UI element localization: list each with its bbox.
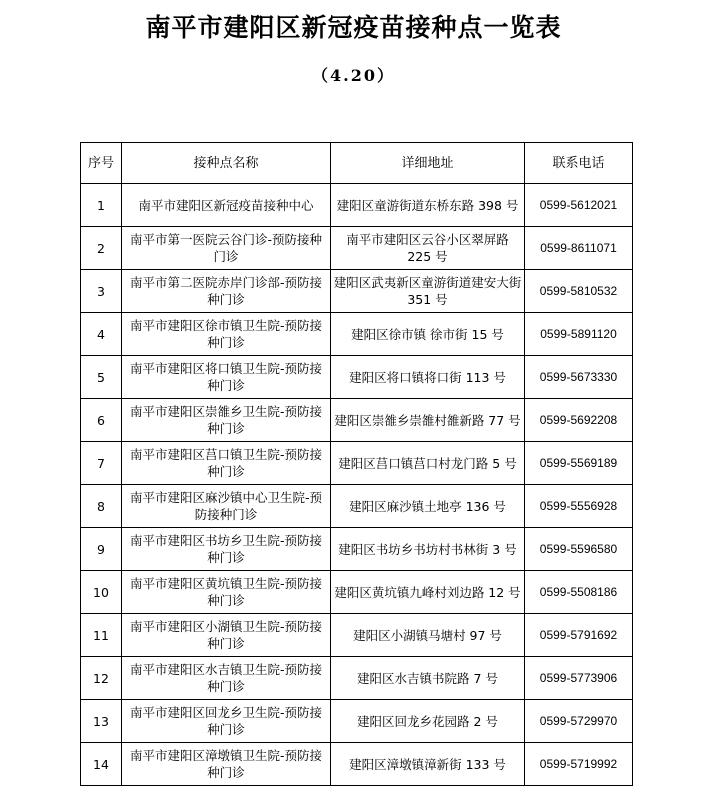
vaccination-sites-table xyxy=(80,142,633,786)
cell-site: 南平市建阳区回龙乡卫生院-预防接种门诊 xyxy=(122,700,331,743)
cell-no: 13 xyxy=(81,700,122,743)
cell-site: 南平市建阳区漳墩镇卫生院-预防接种门诊 xyxy=(122,743,331,786)
cell-phone: 0599-5673330 xyxy=(525,356,633,399)
table-body xyxy=(81,184,633,786)
cell-no: 11 xyxy=(81,614,122,657)
cell-address: 建阳区水吉镇书院路 7 号 xyxy=(331,657,525,700)
cell-address: 建阳区书坊乡书坊村书林街 3 号 xyxy=(331,528,525,571)
page-title: 南平市建阳区新冠疫苗接种点一览表 xyxy=(145,13,562,42)
cell-no: 7 xyxy=(81,442,122,485)
cell-phone: 0599-5612021 xyxy=(525,184,633,227)
cell-address: 建阳区回龙乡花园路 2 号 xyxy=(331,700,525,743)
cell-site: 南平市建阳区小湖镇卫生院-预防接种门诊 xyxy=(122,614,331,657)
cell-site: 南平市建阳区徐市镇卫生院-预防接种门诊 xyxy=(122,313,331,356)
cell-address: 建阳区将口镇将口街 113 号 xyxy=(331,356,525,399)
cell-no: 1 xyxy=(81,184,122,227)
cell-address: 建阳区武夷新区童游街道建安大街 351 号 xyxy=(331,270,525,313)
cell-no: 8 xyxy=(81,485,122,528)
cell-phone: 0599-5719992 xyxy=(525,743,633,786)
cell-address: 建阳区崇雒乡崇雒村雒新路 77 号 xyxy=(331,399,525,442)
cell-no: 14 xyxy=(81,743,122,786)
table-row xyxy=(81,184,633,227)
cell-address: 建阳区黄坑镇九峰村刘边路 12 号 xyxy=(331,571,525,614)
cell-phone: 0599-5556928 xyxy=(525,485,633,528)
cell-site: 南平市第一医院云谷门诊-预防接种门诊 xyxy=(122,227,331,270)
column-header-no: 序号 xyxy=(81,143,122,184)
cell-address: 南平市建阳区云谷小区翠屏路 225 号 xyxy=(331,227,525,270)
cell-address: 建阳区徐市镇 徐市街 15 号 xyxy=(331,313,525,356)
column-header-address: 详细地址 xyxy=(331,143,525,184)
table-row xyxy=(81,399,633,442)
cell-site: 南平市第二医院赤岸门诊部-预防接种门诊 xyxy=(122,270,331,313)
cell-address: 建阳区童游街道东桥东路 398 号 xyxy=(331,184,525,227)
cell-no: 2 xyxy=(81,227,122,270)
cell-no: 4 xyxy=(81,313,122,356)
cell-site: 南平市建阳区麻沙镇中心卫生院-预防接种门诊 xyxy=(122,485,331,528)
cell-no: 6 xyxy=(81,399,122,442)
cell-phone: 0599-8611071 xyxy=(525,227,633,270)
table-row xyxy=(81,270,633,313)
cell-site: 南平市建阳区新冠疫苗接种中心 xyxy=(122,184,331,227)
table-row xyxy=(81,356,633,399)
table-row xyxy=(81,485,633,528)
cell-no: 9 xyxy=(81,528,122,571)
cell-site: 南平市建阳区书坊乡卫生院-预防接种门诊 xyxy=(122,528,331,571)
table-row xyxy=(81,571,633,614)
table-header-row xyxy=(81,143,633,184)
cell-address: 建阳区漳墩镇漳新街 133 号 xyxy=(331,743,525,786)
cell-phone: 0599-5791692 xyxy=(525,614,633,657)
cell-address: 建阳区莒口镇莒口村龙门路 5 号 xyxy=(331,442,525,485)
page-subtitle: （4.20） xyxy=(312,66,395,85)
cell-site: 南平市建阳区崇雒乡卫生院-预防接种门诊 xyxy=(122,399,331,442)
table-row xyxy=(81,528,633,571)
cell-site: 南平市建阳区黄坑镇卫生院-预防接种门诊 xyxy=(122,571,331,614)
cell-phone: 0599-5773906 xyxy=(525,657,633,700)
cell-no: 12 xyxy=(81,657,122,700)
cell-site: 南平市建阳区将口镇卫生院-预防接种门诊 xyxy=(122,356,331,399)
cell-address: 建阳区小湖镇马塘村 97 号 xyxy=(331,614,525,657)
cell-phone: 0599-5508186 xyxy=(525,571,633,614)
cell-no: 10 xyxy=(81,571,122,614)
table-row xyxy=(81,313,633,356)
cell-phone: 0599-5596580 xyxy=(525,528,633,571)
cell-phone: 0599-5569189 xyxy=(525,442,633,485)
column-header-site: 接种点名称 xyxy=(122,143,331,184)
table-row xyxy=(81,700,633,743)
cell-phone: 0599-5692208 xyxy=(525,399,633,442)
cell-site: 南平市建阳区水吉镇卫生院-预防接种门诊 xyxy=(122,657,331,700)
table-row xyxy=(81,614,633,657)
cell-site: 南平市建阳区莒口镇卫生院-预防接种门诊 xyxy=(122,442,331,485)
cell-no: 5 xyxy=(81,356,122,399)
column-header-phone: 联系电话 xyxy=(525,143,633,184)
table-row xyxy=(81,442,633,485)
cell-no: 3 xyxy=(81,270,122,313)
table-row xyxy=(81,743,633,786)
cell-phone: 0599-5810532 xyxy=(525,270,633,313)
cell-address: 建阳区麻沙镇土地亭 136 号 xyxy=(331,485,525,528)
table-row xyxy=(81,657,633,700)
cell-phone: 0599-5729970 xyxy=(525,700,633,743)
table-row xyxy=(81,227,633,270)
cell-phone: 0599-5891120 xyxy=(525,313,633,356)
